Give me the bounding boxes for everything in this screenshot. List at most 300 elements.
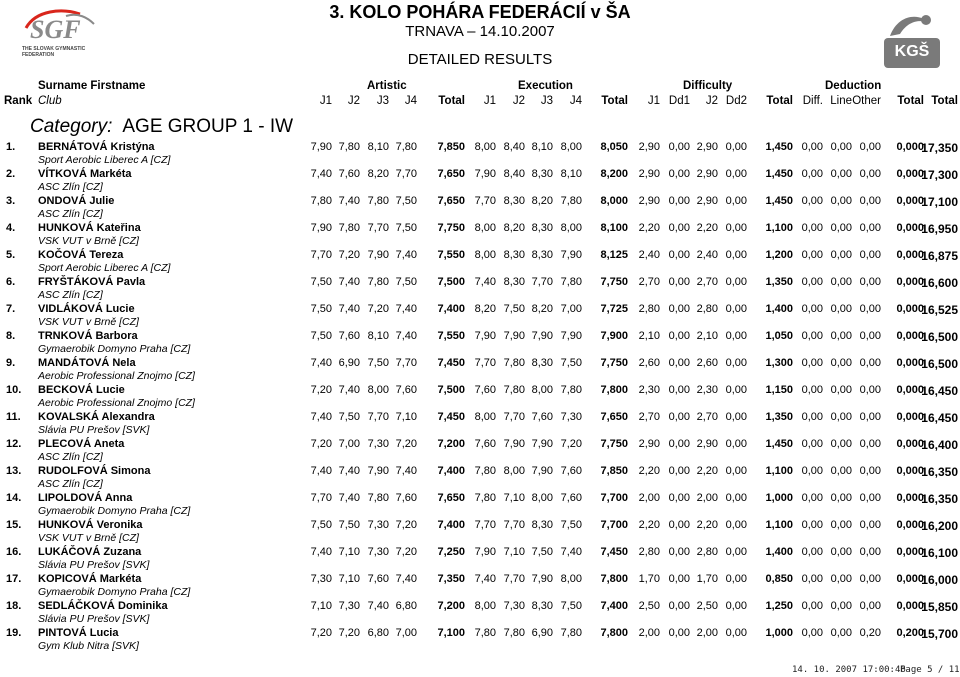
difficulty-score-2: 0,00: [668, 600, 690, 612]
artistic-score-3: 8,10: [367, 330, 389, 342]
execution-score-4: 7,80: [560, 195, 582, 207]
artistic-score-1: 7,50: [310, 330, 332, 342]
deduction-score-3: 0,00: [859, 330, 881, 342]
execution-score-4: 7,60: [560, 492, 582, 504]
artistic-score-1: 7,20: [310, 384, 332, 396]
artistic-score-2: 7,40: [338, 384, 360, 396]
deduction-score-2: 0,00: [830, 141, 852, 153]
artistic-score-4: 7,50: [395, 195, 417, 207]
rank-cell: 19.: [6, 627, 22, 639]
header-artistic-j1: J1: [319, 95, 332, 107]
deduction-score-2: 0,00: [830, 411, 852, 423]
deduction-score-4: 0,000: [896, 465, 924, 477]
header-execution-j3: J3: [540, 95, 553, 107]
artistic-score-5: 7,750: [437, 222, 465, 234]
table-row: [0, 545, 960, 572]
artistic-score-4: 7,50: [395, 276, 417, 288]
table-row: [0, 410, 960, 437]
athlete-club: VSK VUT v Brně [CZ]: [38, 235, 139, 247]
footer-timestamp: 14. 10. 2007 17:00:46: [792, 665, 906, 675]
artistic-score-3: 7,70: [367, 411, 389, 423]
difficulty-score-2: 0,00: [668, 465, 690, 477]
execution-score-2: 7,30: [503, 600, 525, 612]
artistic-score-2: 7,80: [338, 222, 360, 234]
final-total: 16,350: [921, 492, 958, 506]
athlete-club: Gym Klub Nitra [SVK]: [38, 640, 139, 652]
category-label: Category:: [30, 116, 113, 137]
header-deduction-col2: Line: [830, 95, 852, 107]
deduction-score-2: 0,00: [830, 330, 852, 342]
final-total: 16,875: [921, 249, 958, 263]
athlete-name: PINTOVÁ Lucia: [38, 627, 119, 639]
final-total: 17,100: [921, 195, 958, 209]
difficulty-score-4: 0,00: [725, 168, 747, 180]
artistic-score-2: 7,10: [338, 573, 360, 585]
artistic-score-5: 7,400: [437, 465, 465, 477]
header-execution-total: Total: [601, 95, 628, 107]
execution-score-3: 8,20: [531, 195, 553, 207]
difficulty-score-1: 2,90: [638, 195, 660, 207]
header-difficulty-total: Total: [766, 95, 793, 107]
athlete-club: Slávia PU Prešov [SVK]: [38, 424, 150, 436]
difficulty-score-5: 1,050: [765, 330, 793, 342]
artistic-score-1: 7,50: [310, 519, 332, 531]
header-club: Club: [38, 95, 62, 107]
table-row: [0, 491, 960, 518]
artistic-score-2: 7,40: [338, 492, 360, 504]
execution-score-5: 8,100: [600, 222, 628, 234]
artistic-score-5: 7,450: [437, 411, 465, 423]
difficulty-score-1: 2,40: [638, 249, 660, 261]
deduction-score-3: 0,00: [859, 303, 881, 315]
difficulty-score-5: 1,250: [765, 600, 793, 612]
difficulty-score-1: 2,80: [638, 546, 660, 558]
difficulty-score-2: 0,00: [668, 195, 690, 207]
artistic-score-2: 7,20: [338, 627, 360, 639]
artistic-score-2: 7,30: [338, 600, 360, 612]
artistic-score-4: 7,70: [395, 168, 417, 180]
athlete-name: BECKOVÁ Lucie: [38, 384, 125, 396]
difficulty-score-1: 2,00: [638, 492, 660, 504]
difficulty-score-5: 1,000: [765, 492, 793, 504]
athlete-club: ASC Zlín [CZ]: [38, 478, 103, 490]
deduction-score-3: 0,00: [859, 249, 881, 261]
final-total: 16,500: [921, 330, 958, 344]
deduction-score-2: 0,00: [830, 384, 852, 396]
execution-score-2: 7,70: [503, 519, 525, 531]
execution-score-4: 7,30: [560, 411, 582, 423]
difficulty-score-1: 2,90: [638, 141, 660, 153]
artistic-score-4: 7,40: [395, 465, 417, 477]
deduction-score-1: 0,00: [801, 384, 823, 396]
deduction-score-1: 0,00: [801, 438, 823, 450]
athlete-club: VSK VUT v Brně [CZ]: [38, 316, 139, 328]
artistic-score-1: 7,80: [310, 195, 332, 207]
execution-score-4: 7,80: [560, 276, 582, 288]
execution-score-5: 7,450: [600, 546, 628, 558]
deduction-score-3: 0,00: [859, 519, 881, 531]
artistic-score-1: 7,50: [310, 303, 332, 315]
deduction-score-1: 0,00: [801, 303, 823, 315]
artistic-score-4: 6,80: [395, 600, 417, 612]
header-surname: Surname Firstname: [38, 80, 146, 92]
difficulty-score-2: 0,00: [668, 546, 690, 558]
deduction-score-3: 0,00: [859, 222, 881, 234]
difficulty-score-4: 0,00: [725, 141, 747, 153]
artistic-score-4: 7,60: [395, 492, 417, 504]
artistic-score-1: 7,10: [310, 600, 332, 612]
execution-score-3: 7,70: [531, 276, 553, 288]
table-row: [0, 383, 960, 410]
difficulty-score-1: 2,20: [638, 519, 660, 531]
athlete-name: KOČOVÁ Tereza: [38, 249, 124, 261]
deduction-score-2: 0,00: [830, 600, 852, 612]
difficulty-score-5: 1,400: [765, 303, 793, 315]
header-deduction-total: Total: [897, 95, 924, 107]
deduction-score-4: 0,000: [896, 141, 924, 153]
execution-score-5: 7,750: [600, 438, 628, 450]
artistic-score-4: 7,50: [395, 222, 417, 234]
athlete-club: ASC Zlín [CZ]: [38, 208, 103, 220]
difficulty-score-3: 2,40: [696, 249, 718, 261]
artistic-score-2: 7,10: [338, 546, 360, 558]
artistic-score-4: 7,40: [395, 330, 417, 342]
athlete-name: ONDOVÁ Julie: [38, 195, 115, 207]
execution-score-1: 7,70: [474, 195, 496, 207]
execution-score-1: 7,90: [474, 168, 496, 180]
execution-score-5: 8,050: [600, 141, 628, 153]
difficulty-score-4: 0,00: [725, 195, 747, 207]
artistic-score-4: 7,10: [395, 411, 417, 423]
execution-score-4: 7,80: [560, 627, 582, 639]
difficulty-score-1: 2,80: [638, 303, 660, 315]
deduction-score-4: 0,000: [896, 492, 924, 504]
difficulty-score-5: 1,100: [765, 519, 793, 531]
rank-cell: 13.: [6, 465, 22, 477]
deduction-score-4: 0,000: [896, 303, 924, 315]
final-total: 16,100: [921, 546, 958, 560]
deduction-score-1: 0,00: [801, 600, 823, 612]
athlete-name: TRNKOVÁ Barbora: [38, 330, 138, 342]
svg-text:SGF: SGF: [30, 15, 81, 44]
execution-score-4: 7,20: [560, 438, 582, 450]
rank-cell: 5.: [6, 249, 16, 261]
athlete-name: VIDLÁKOVÁ Lucie: [38, 303, 135, 315]
artistic-score-2: 7,00: [338, 438, 360, 450]
deduction-score-2: 0,00: [830, 573, 852, 585]
execution-score-5: 8,200: [600, 168, 628, 180]
execution-score-4: 8,10: [560, 168, 582, 180]
difficulty-score-3: 2,80: [696, 303, 718, 315]
execution-score-1: 8,00: [474, 600, 496, 612]
athlete-club: VSK VUT v Brně [CZ]: [38, 532, 139, 544]
artistic-score-5: 7,550: [437, 249, 465, 261]
difficulty-score-3: 2,50: [696, 600, 718, 612]
final-total: 16,950: [921, 222, 958, 236]
deduction-score-4: 0,000: [896, 519, 924, 531]
artistic-score-4: 7,00: [395, 627, 417, 639]
rank-cell: 3.: [6, 195, 16, 207]
artistic-score-3: 7,20: [367, 303, 389, 315]
difficulty-score-1: 2,70: [638, 411, 660, 423]
final-total: 16,525: [921, 303, 958, 317]
artistic-score-5: 7,850: [437, 141, 465, 153]
difficulty-score-3: 2,90: [696, 195, 718, 207]
artistic-score-1: 7,30: [310, 573, 332, 585]
difficulty-score-2: 0,00: [668, 222, 690, 234]
artistic-score-3: 7,80: [367, 276, 389, 288]
difficulty-score-3: 2,30: [696, 384, 718, 396]
rank-cell: 4.: [6, 222, 16, 234]
deduction-score-3: 0,00: [859, 411, 881, 423]
difficulty-score-3: 2,90: [696, 141, 718, 153]
difficulty-score-1: 2,00: [638, 627, 660, 639]
table-row: [0, 356, 960, 383]
final-total: 17,300: [921, 168, 958, 182]
execution-score-1: 7,40: [474, 573, 496, 585]
difficulty-score-5: 1,450: [765, 168, 793, 180]
execution-score-1: 7,80: [474, 627, 496, 639]
header-artistic-j3: J3: [376, 95, 389, 107]
difficulty-score-5: 1,350: [765, 411, 793, 423]
athlete-club: Gymaerobik Domyno Praha [CZ]: [38, 343, 191, 355]
execution-score-3: 8,10: [531, 141, 553, 153]
execution-score-3: 7,90: [531, 330, 553, 342]
difficulty-score-5: 1,000: [765, 627, 793, 639]
athlete-club: Slávia PU Prešov [SVK]: [38, 613, 150, 625]
execution-score-3: 7,90: [531, 465, 553, 477]
final-total: 16,350: [921, 465, 958, 479]
execution-score-1: 7,70: [474, 519, 496, 531]
difficulty-score-5: 0,850: [765, 573, 793, 585]
header-final-total: Total: [931, 95, 958, 107]
artistic-score-1: 7,50: [310, 276, 332, 288]
difficulty-score-1: 2,50: [638, 600, 660, 612]
header-deduction: Deduction: [825, 80, 882, 92]
execution-score-4: 7,90: [560, 249, 582, 261]
difficulty-score-5: 1,150: [765, 384, 793, 396]
rank-cell: 7.: [6, 303, 16, 315]
execution-score-5: 7,750: [600, 276, 628, 288]
difficulty-score-3: 2,60: [696, 357, 718, 369]
artistic-score-5: 7,200: [437, 438, 465, 450]
execution-score-1: 7,70: [474, 357, 496, 369]
execution-score-1: 7,60: [474, 384, 496, 396]
artistic-score-1: 7,20: [310, 627, 332, 639]
deduction-score-1: 0,00: [801, 546, 823, 558]
execution-score-2: 8,30: [503, 249, 525, 261]
table-row: [0, 167, 960, 194]
execution-score-2: 7,80: [503, 627, 525, 639]
header-rank: Rank: [4, 95, 33, 107]
difficulty-score-4: 0,00: [725, 303, 747, 315]
results-subtitle: DETAILED RESULTS: [407, 51, 553, 68]
difficulty-score-3: 2,10: [696, 330, 718, 342]
artistic-score-4: 7,40: [395, 303, 417, 315]
difficulty-score-5: 1,450: [765, 141, 793, 153]
execution-score-5: 7,850: [600, 465, 628, 477]
header-artistic-j4: J4: [404, 95, 417, 107]
artistic-score-2: 7,40: [338, 465, 360, 477]
table-row: [0, 275, 960, 302]
deduction-score-3: 0,00: [859, 357, 881, 369]
athlete-name: BERNÁTOVÁ Kristýna: [38, 141, 155, 153]
deduction-score-1: 0,00: [801, 249, 823, 261]
athlete-club: Gymaerobik Domyno Praha [CZ]: [38, 505, 191, 517]
execution-score-5: 7,400: [600, 600, 628, 612]
execution-score-3: 7,90: [531, 438, 553, 450]
execution-score-5: 7,800: [600, 573, 628, 585]
header-artistic-total: Total: [438, 95, 465, 107]
header-difficulty-col1: J1: [647, 95, 660, 107]
artistic-score-1: 7,40: [310, 411, 332, 423]
difficulty-score-1: 2,20: [638, 222, 660, 234]
execution-score-1: 7,40: [474, 276, 496, 288]
execution-score-2: 8,40: [503, 168, 525, 180]
deduction-score-4: 0,000: [896, 357, 924, 369]
execution-score-5: 8,000: [600, 195, 628, 207]
artistic-score-4: 7,80: [395, 141, 417, 153]
header-execution-j4: J4: [569, 95, 582, 107]
deduction-score-4: 0,200: [896, 627, 924, 639]
athlete-name: KOPICOVÁ Markéta: [38, 573, 142, 585]
artistic-score-5: 7,650: [437, 195, 465, 207]
header-artistic: Artistic: [367, 80, 407, 92]
artistic-score-3: 7,30: [367, 438, 389, 450]
difficulty-score-2: 0,00: [668, 411, 690, 423]
execution-score-2: 8,40: [503, 141, 525, 153]
deduction-score-1: 0,00: [801, 627, 823, 639]
difficulty-score-4: 0,00: [725, 411, 747, 423]
difficulty-score-4: 0,00: [725, 465, 747, 477]
artistic-score-3: 7,30: [367, 546, 389, 558]
difficulty-score-2: 0,00: [668, 627, 690, 639]
difficulty-score-3: 1,70: [696, 573, 718, 585]
deduction-score-1: 0,00: [801, 573, 823, 585]
execution-score-2: 8,00: [503, 465, 525, 477]
execution-score-1: 7,90: [474, 546, 496, 558]
execution-score-4: 7,50: [560, 600, 582, 612]
artistic-score-3: 8,20: [367, 168, 389, 180]
difficulty-score-4: 0,00: [725, 519, 747, 531]
category-heading: [30, 116, 293, 138]
artistic-score-3: 7,70: [367, 222, 389, 234]
rank-cell: 16.: [6, 546, 22, 558]
artistic-score-5: 7,250: [437, 546, 465, 558]
deduction-score-4: 0,000: [896, 546, 924, 558]
athlete-name: LIPOLDOVÁ Anna: [38, 492, 133, 504]
execution-score-5: 7,800: [600, 627, 628, 639]
table-row: [0, 572, 960, 599]
execution-score-2: 7,90: [503, 438, 525, 450]
header-difficulty-col3: J2: [705, 95, 718, 107]
execution-score-2: 7,50: [503, 303, 525, 315]
artistic-score-5: 7,500: [437, 384, 465, 396]
deduction-score-4: 0,000: [896, 276, 924, 288]
execution-score-5: 7,700: [600, 519, 628, 531]
artistic-score-4: 7,20: [395, 438, 417, 450]
artistic-score-5: 7,500: [437, 276, 465, 288]
execution-score-1: 8,20: [474, 303, 496, 315]
deduction-score-2: 0,00: [830, 627, 852, 639]
execution-score-2: 8,20: [503, 222, 525, 234]
athlete-club: ASC Zlín [CZ]: [38, 181, 103, 193]
table-row: [0, 464, 960, 491]
table-row: [0, 329, 960, 356]
difficulty-score-3: 2,00: [696, 627, 718, 639]
artistic-score-3: 7,40: [367, 600, 389, 612]
deduction-score-2: 0,00: [830, 546, 852, 558]
difficulty-score-4: 0,00: [725, 600, 747, 612]
deduction-score-3: 0,00: [859, 573, 881, 585]
artistic-score-1: 7,90: [310, 141, 332, 153]
execution-score-2: 7,70: [503, 573, 525, 585]
deduction-score-3: 0,00: [859, 141, 881, 153]
execution-score-1: 8,00: [474, 222, 496, 234]
artistic-score-5: 7,100: [437, 627, 465, 639]
artistic-score-3: 7,90: [367, 249, 389, 261]
execution-score-3: 8,20: [531, 303, 553, 315]
deduction-score-2: 0,00: [830, 195, 852, 207]
execution-score-1: 8,00: [474, 411, 496, 423]
deduction-score-4: 0,000: [896, 249, 924, 261]
execution-score-1: 7,80: [474, 492, 496, 504]
execution-score-4: 7,90: [560, 330, 582, 342]
artistic-score-3: 8,00: [367, 384, 389, 396]
deduction-score-4: 0,000: [896, 195, 924, 207]
rank-cell: 6.: [6, 276, 16, 288]
difficulty-score-2: 0,00: [668, 492, 690, 504]
deduction-score-4: 0,000: [896, 411, 924, 423]
difficulty-score-3: 2,70: [696, 276, 718, 288]
execution-score-4: 8,00: [560, 573, 582, 585]
execution-score-4: 7,60: [560, 465, 582, 477]
execution-score-2: 7,10: [503, 492, 525, 504]
artistic-score-5: 7,200: [437, 600, 465, 612]
difficulty-score-4: 0,00: [725, 438, 747, 450]
athlete-name: PLECOVÁ Aneta: [38, 438, 125, 450]
execution-score-4: 7,50: [560, 519, 582, 531]
artistic-score-4: 7,60: [395, 384, 417, 396]
difficulty-score-2: 0,00: [668, 438, 690, 450]
execution-score-2: 7,70: [503, 411, 525, 423]
header-difficulty-col2: Dd1: [668, 95, 690, 107]
artistic-score-3: 6,80: [367, 627, 389, 639]
execution-score-3: 8,30: [531, 519, 553, 531]
artistic-score-5: 7,400: [437, 303, 465, 315]
difficulty-score-2: 0,00: [668, 330, 690, 342]
difficulty-score-2: 0,00: [668, 303, 690, 315]
deduction-score-2: 0,00: [830, 438, 852, 450]
execution-score-3: 8,30: [531, 222, 553, 234]
execution-score-3: 6,90: [531, 627, 553, 639]
final-total: 15,700: [921, 627, 958, 641]
difficulty-score-5: 1,200: [765, 249, 793, 261]
artistic-score-1: 7,40: [310, 465, 332, 477]
rank-cell: 2.: [6, 168, 16, 180]
athlete-name: RUDOLFOVÁ Simona: [38, 465, 151, 477]
execution-score-4: 7,00: [560, 303, 582, 315]
execution-score-3: 8,00: [531, 492, 553, 504]
execution-score-3: 7,50: [531, 546, 553, 558]
artistic-score-3: 7,80: [367, 195, 389, 207]
difficulty-score-3: 2,90: [696, 438, 718, 450]
difficulty-score-1: 2,60: [638, 357, 660, 369]
artistic-score-2: 7,50: [338, 519, 360, 531]
header-difficulty-col4: Dd2: [725, 95, 747, 107]
sgf-logo-caption: THE SLOVAK GYMNASTIC FEDERATION: [22, 46, 86, 58]
header-difficulty: Difficulty: [683, 80, 733, 92]
